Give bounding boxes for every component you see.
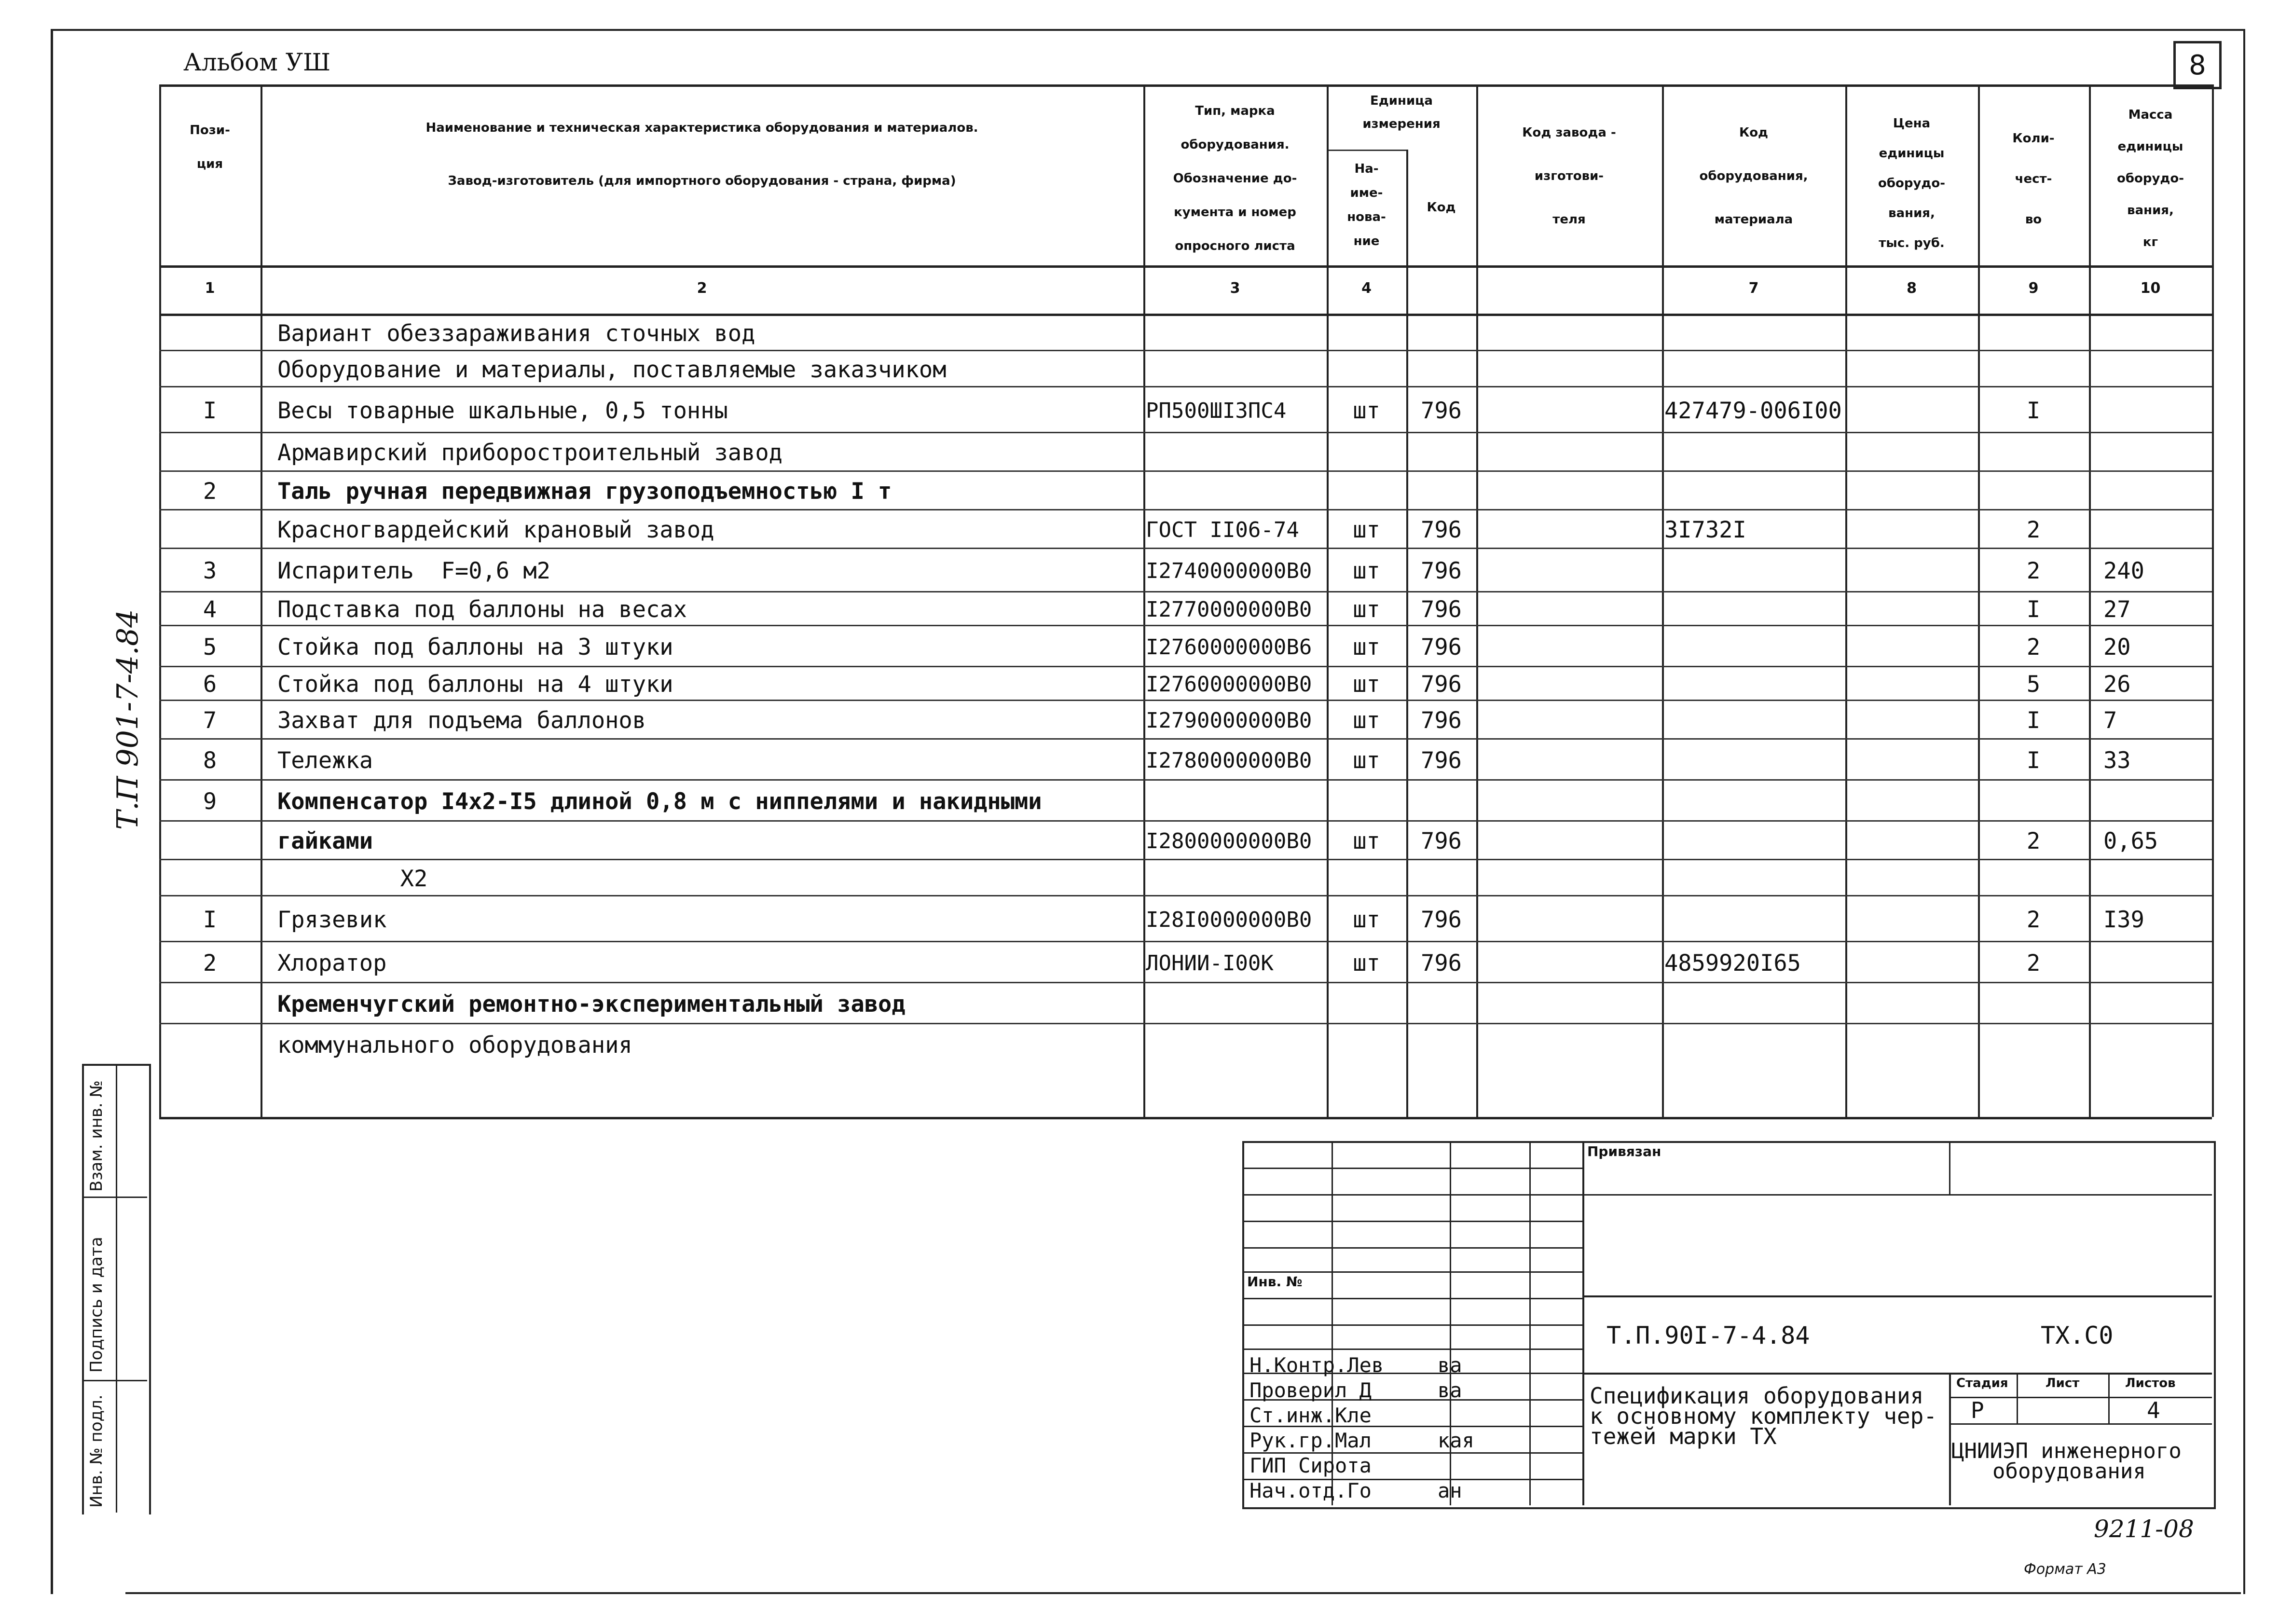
col4b-header: Код [1427,200,1456,215]
numbers-bottom-border [159,314,2212,316]
tb-signer: Рук.гр.Мал [1249,1429,1372,1452]
tb-stage-label: Стадия [1956,1376,2008,1390]
tb-signer: ГИП Сирота [1249,1454,1372,1477]
row-unit-code: 796 [1421,747,1462,774]
row-unit-code: 796 [1421,517,1462,543]
table-top-border [159,84,2212,87]
col-border-1 [261,84,262,1117]
row-unit-code: 796 [1421,906,1462,933]
row-quantity: I [2026,596,2041,623]
row-unit: шт [1353,828,1380,854]
row-position: 5 [203,633,217,661]
row-divider [159,548,2212,549]
row-mass: 7 [2103,707,2117,734]
row-unit: шт [1353,517,1380,543]
row-divider [159,738,2212,740]
row-name: Красногвардейский крановый завод [277,517,714,543]
tb-line-code-bottom [1582,1373,2212,1375]
tb-vline-desc [1949,1373,1951,1505]
row-mass: 27 [2103,596,2131,623]
row-name: Стойка под баллоны на 3 штуки [277,633,673,661]
tb-mark: ТХ.С0 [2041,1321,2114,1349]
tb-signature-row-line [1242,1349,1582,1350]
row-mass: 0,65 [2103,828,2158,854]
row-name: Тележка [277,747,373,774]
tb-signature-row-line [1242,1194,1582,1196]
tb-signature-row-line [1242,1221,1582,1222]
row-divider [159,625,2212,626]
row-type: ГОСТ II06-74 [1146,518,1299,542]
row-quantity: 2 [2026,517,2041,543]
row-position: I [203,397,217,424]
row-quantity: I [2026,747,2041,774]
tb-doc-code: Т.П.90I-7-4.84 [1606,1321,1810,1349]
row-unit-code: 796 [1421,397,1462,424]
col1-header: Пози- ция [190,123,230,171]
tb-signature-row-line [1242,1247,1582,1249]
row-unit: шт [1353,906,1380,933]
row-divider [159,941,2212,942]
tb-inv-no-label: Инв. № [1247,1274,1303,1290]
row-position: 4 [203,596,217,623]
row-type: I2740000000В0 [1146,559,1312,583]
row-unit-code: 796 [1421,828,1462,854]
tb-vline-privyazan [1949,1141,1950,1194]
tb-stage-value: Р [1971,1397,1984,1423]
row-name: Весы товарные шкальные, 0,5 тонны [277,397,728,424]
row-unit: шт [1353,950,1380,977]
tb-org-line2: оборудования [1992,1459,2146,1484]
row-name: Грязевик [277,906,387,933]
row-name: Кременчугский ремонтно-экспериментальный завод [277,991,906,1018]
row-type: РП500ШI3ПС4 [1146,398,1287,423]
row-material-code: 427479-006I00 [1664,397,1842,424]
row-position: 8 [203,747,217,774]
row-name: Подставка под баллоны на весах [277,596,687,623]
row-name: Вариант обеззараживания сточных вод [277,320,755,347]
col-border-10 [2212,84,2214,1117]
row-divider [159,700,2212,701]
row-divider [159,895,2212,896]
row-divider [159,1023,2212,1024]
col4a-header: На- име- нова- ние [1347,162,1386,248]
row-material-code: 4859920I65 [1664,950,1801,977]
tb-desc-line1: Спецификация оборудования [1590,1383,1924,1409]
row-unit-code: 796 [1421,671,1462,698]
row-divider [159,350,2212,351]
row-position: 7 [203,707,217,734]
row-quantity: 2 [2026,950,2041,977]
side-stamp-divider [116,1064,117,1513]
row-divider [159,386,2212,387]
row-divider [159,859,2212,860]
col7-header: Код оборудования, материала [1699,125,1808,227]
row-unit-code: 796 [1421,707,1462,734]
tb-signer-tail: ва [1438,1378,1462,1402]
row-divider [159,779,2212,781]
colnum-4: 4 [1361,280,1372,297]
tb-stage-v2 [2108,1373,2110,1423]
row-position: I [203,906,217,933]
row-name: Х2 [277,865,428,892]
colnum-7: 7 [1748,280,1759,297]
row-quantity: I [2026,707,2041,734]
row-position: 2 [203,478,217,505]
col4-group-header: Единица измерения [1362,94,1441,131]
row-name: Захват для подъема баллонов [277,707,646,734]
tb-stage-line2 [1949,1423,2212,1425]
colnum-3: 3 [1230,280,1240,297]
archive-number: 9211-08 [2094,1515,2194,1543]
row-type: I2760000000В6 [1146,634,1312,660]
colnum-1: 1 [205,280,215,297]
col5-header: Код завода - изготови- теля [1522,125,1616,227]
row-name: Оборудование и материалы, поставляемые заказчиком [277,356,947,383]
tb-sheets-label: Листов [2125,1376,2176,1390]
tb-signature-row-line [1242,1168,1582,1169]
row-name: Стойка под баллоны на 4 штуки [277,671,673,698]
tb-vline-d [1582,1141,1584,1505]
row-name: Хлоратор [277,950,387,977]
side-label-sign-date: Подпись и дата [87,1237,106,1373]
row-name: Армавирский приборостроительный завод [277,440,783,466]
tb-line-privyazan [1582,1194,2212,1196]
row-material-code: 3I732I [1664,517,1746,543]
colnum-10: 10 [2140,280,2161,297]
row-quantity: I [2026,397,2041,424]
col10-header: Масса единицы оборудо- вания, кг [2116,108,2184,249]
tb-desc-line2: к основному комплекту чер- [1590,1403,1937,1429]
row-divider [159,982,2212,983]
col8-header: Цена единицы оборудо- вания, тыс. руб. [1878,116,1946,250]
row-mass: 26 [2103,671,2131,698]
row-type: I2780000000В0 [1146,748,1312,773]
row-type: I2760000000В0 [1146,672,1312,697]
row-unit: шт [1353,596,1380,623]
row-unit: шт [1353,633,1380,661]
tb-sheet-label: Лист [2046,1376,2080,1390]
row-unit-code: 796 [1421,558,1462,584]
tb-signer: Ст.инж.Кле [1249,1404,1372,1427]
row-name: Компенсатор I4х2-I5 длиной 0,8 м с ниппелями и накидными [277,788,1042,815]
specification-table [159,84,2212,1117]
row-divider [159,470,2212,472]
col2-header-line2: Завод-изготовитель (для импортного оборудования - страна, фирма) [448,174,956,188]
side-handwritten-code: Т.П 901-7-4.84 [111,609,145,830]
row-mass: 33 [2103,747,2131,774]
tb-signer: Нач.отд.Го [1249,1479,1372,1502]
row-unit-code: 796 [1421,596,1462,623]
col2-header-line1: Наименование и техническая характеристика оборудования и материалов. [426,121,978,135]
tb-signature-row-line [1242,1324,1582,1326]
tb-stage-line1 [1949,1397,2212,1398]
frame-bottom-line [125,1592,2241,1594]
colnum-2: 2 [697,280,707,297]
row-name: Таль ручная передвижная грузоподъемностью I т [277,478,892,505]
row-unit-code: 796 [1421,950,1462,977]
unit-subheader-line [1327,150,1406,151]
sheet-number: 8 [2173,41,2222,89]
tb-stage-v1 [2017,1373,2018,1423]
row-mass: 240 [2103,558,2144,584]
col9-header: Коли- чест- во [2012,131,2055,227]
row-unit: шт [1353,558,1380,584]
tb-desc-line3: тежей марки ТХ [1590,1423,1777,1449]
row-position: 6 [203,671,217,698]
row-mass: I39 [2103,906,2144,933]
row-position: 9 [203,788,217,815]
side-stamp-line-1 [82,1197,147,1198]
colnum-8: 8 [1907,280,1917,297]
format-label: Формат А3 [2024,1561,2106,1578]
row-type: ЛОНИИ-I00К [1146,950,1274,976]
row-unit: шт [1353,671,1380,698]
row-quantity: 5 [2026,671,2041,698]
side-label-inv-podl: Инв. № подл. [87,1394,106,1508]
row-type: I2770000000В0 [1146,597,1312,622]
row-type: I2790000000В0 [1146,708,1312,733]
tb-signature-row-line [1242,1298,1582,1299]
tb-signer: Проверил Д [1249,1378,1372,1402]
row-name: гайками [277,828,373,854]
row-type: I28I0000000В0 [1146,907,1312,932]
row-unit: шт [1353,397,1380,424]
row-divider [159,509,2212,510]
tb-line-code-top [1582,1295,2212,1297]
tb-signer: Н.Контр.Лев [1249,1353,1384,1377]
row-unit-code: 796 [1421,633,1462,661]
side-stamp-line-2 [82,1380,147,1381]
row-type: I2800000000В0 [1146,829,1312,853]
tb-signer-tail: ан [1438,1479,1462,1502]
row-divider [159,666,2212,667]
row-divider [159,820,2212,822]
row-unit: шт [1353,747,1380,774]
table-bottom-border [159,1117,2212,1119]
row-quantity: 2 [2026,906,2041,933]
colnum-9: 9 [2028,280,2039,297]
row-unit: шт [1353,707,1380,734]
tb-signer-tail: кая [1438,1429,1474,1452]
tb-vline-c [1529,1141,1531,1505]
row-position: 2 [203,950,217,977]
row-mass: 20 [2103,633,2131,661]
header-bottom-border [159,265,2212,268]
row-divider [159,591,2212,592]
row-quantity: 2 [2026,828,2041,854]
row-name: коммунального оборудования [277,1032,632,1059]
tb-privyazan-label: Привязан [1587,1143,1661,1159]
tb-sheets-value: 4 [2147,1397,2160,1423]
tb-org-line1: ЦНИИЭП инженерного [1951,1439,2182,1463]
album-label: Альбом УШ [183,48,331,76]
col3-header: Тип, марка оборудования. Обозначение до- кумента и номер опросного листа [1173,104,1297,253]
row-divider [159,432,2212,433]
tb-signer-tail: ва [1438,1353,1462,1377]
side-label-inv-no: Взам. инв. № [87,1080,106,1192]
row-quantity: 2 [2026,633,2041,661]
row-name: Испаритель F=0,6 м2 [277,558,550,584]
tb-signature-row-line [1242,1271,1582,1273]
row-quantity: 2 [2026,558,2041,584]
row-position: 3 [203,558,217,584]
